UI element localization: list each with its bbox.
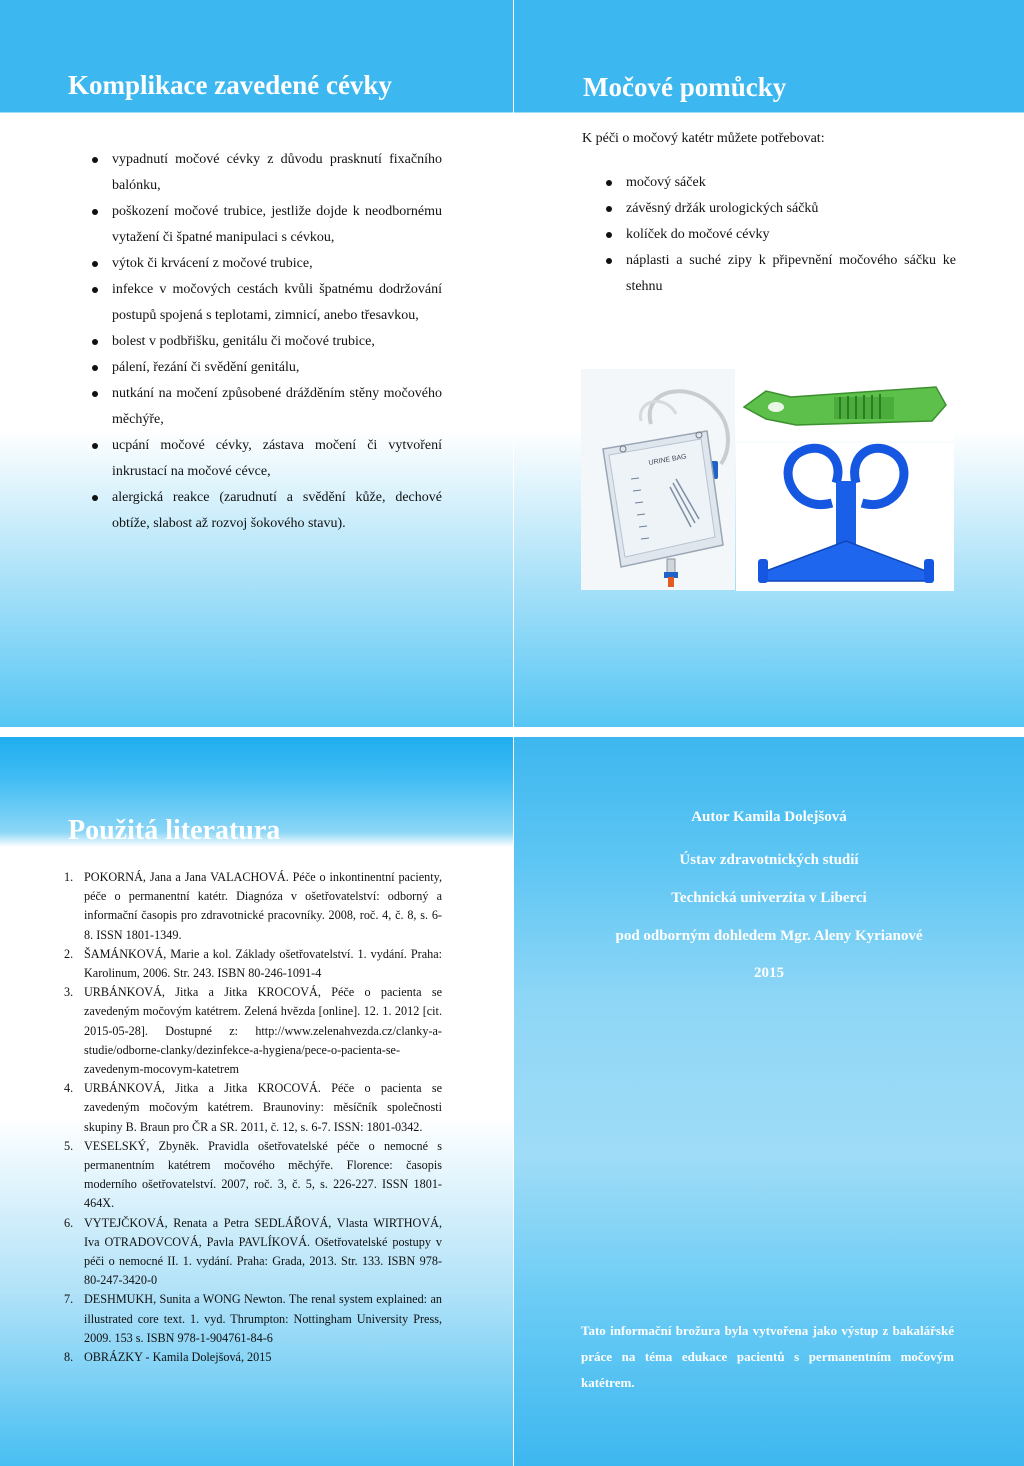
brochure-note: Tato informační brožura byla vytvořena jako výstup z bakalářské práce na téma edukace pacientů s permanentním močovým katétrem. bbox=[581, 1323, 954, 1390]
list-item: bolest v podbřišku, genitálu či močové trubice, bbox=[90, 329, 442, 355]
page-title: Použitá literatura bbox=[68, 815, 281, 846]
year-line: 2015 bbox=[754, 965, 784, 981]
supervisor-line: pod odborným dohledem Mgr. Aleny Kyrianové bbox=[615, 928, 923, 944]
intro-text: K péči o močový katétr můžete potřebovat: bbox=[582, 131, 825, 146]
list-item: kolíček do močové cévky bbox=[604, 222, 956, 248]
list-item: ucpání močové cévky, zástava močení či vytvoření inkrustací na močové cévce, bbox=[90, 433, 442, 485]
list-item: 6. VYTEJČKOVÁ, Renata a Petra SEDLÁŘOVÁ, Vlasta WIRTHOVÁ, Iva OTRADOVCOVÁ, Pavla PAVLÍKOVÁ. Ošetřovatelské postupy v péči o nemocné II. 1. vydání. Praha: Grada, 2013. Str. 133. ISBN 978-80-247-3420-0 bbox=[64, 1215, 442, 1288]
list-item: močový sáček bbox=[604, 170, 956, 196]
urine-bag-image bbox=[581, 369, 735, 590]
aids-list bbox=[604, 170, 956, 300]
list-item: 1. POKORNÁ, Jana a Jana VALACHOVÁ. Péče o inkontinentní pacienty, péče o permanentní katétr. Diagnóza v ošetřovatelství: odborný a informační časopis pro zdravotnické pracovníky. 2008, roč. 4, č. 8, s. 6-8. ISSN 1801-1349. bbox=[64, 870, 442, 942]
list-item: výtok či krvácení z močové trubice, bbox=[90, 251, 442, 277]
catheter-plug-image bbox=[736, 369, 954, 441]
urine-bag-illustration bbox=[581, 369, 735, 590]
list-item: 5. VESELSKÝ, Zbyněk. Pravidla ošetřovatelské péče o nemocné s permanentním katétrem močového měchýře. Florence: časopis moderního ošetřovatelství. 2007, roč. 3, č. 5, s. 226-227. ISSN 1801-464X. bbox=[64, 1138, 442, 1211]
list-item: nutkání na močení způsobené drážděním stěny močového měchýře, bbox=[90, 381, 442, 433]
list-item: poškození močové trubice, jestliže dojde k neodbornému vytažení či špatné manipulaci s cévkou, bbox=[90, 199, 442, 251]
bag-hanger-illustration bbox=[736, 443, 954, 591]
references-list bbox=[64, 868, 442, 1367]
page-complications bbox=[0, 0, 513, 727]
list-item: 2. ŠAMÁNKOVÁ, Marie a kol. Základy ošetřovatelství. 1. vydání. Praha: Karolinum, 2006. Str. 243. ISBN 80-246-1091-4 bbox=[64, 946, 442, 981]
list-item: náplasti a suché zipy k připevnění močového sáčku ke stehnu bbox=[604, 248, 956, 300]
list-item: infekce v močových cestách kvůli špatnému dodržování postupů spojená s teplotami, zimnicí, anebo třesavkou, bbox=[90, 277, 442, 329]
university-line: Technická univerzita v Liberci bbox=[671, 890, 867, 906]
catheter-plug-illustration bbox=[736, 369, 954, 441]
complications-list bbox=[90, 147, 442, 537]
list-item: 4. URBÁNKOVÁ, Jitka a Jitka KROCOVÁ. Péče o pacienta se zavedeným močovým katétrem. Braunoviny: měsíčník společnosti skupiny B. Braun pro ČR a SR. 2011, č. 12, s. 6-7. ISSN: 1801-0342. bbox=[64, 1081, 442, 1134]
page-credits bbox=[514, 737, 1024, 1466]
author-line: Autor Kamila Dolejšová bbox=[691, 809, 847, 825]
page-urinary-aids bbox=[514, 0, 1024, 727]
page-title: Močové pomůcky bbox=[583, 72, 787, 102]
list-item: vypadnutí močové cévky z důvodu prasknutí fixačního balónku, bbox=[90, 147, 442, 199]
list-item: 8. OBRÁZKY - Kamila Dolejšová, 2015 bbox=[64, 1350, 272, 1365]
list-item: 7. DESHMUKH, Sunita a WONG Newton. The renal system explained: an illustrated core text. 1. vyd. Thrumpton: Nottingham University Press, 2009. 153 s. ISBN 978-1-904761-84-6 bbox=[64, 1292, 442, 1345]
list-item: alergická reakce (zarudnutí a svědění kůže, dechové obtíže, slabost až rozvoj šokového stavu). bbox=[90, 485, 442, 537]
bag-label: URINE BAG bbox=[648, 453, 688, 467]
list-item: závěsný držák urologických sáčků bbox=[604, 196, 956, 222]
page-literature bbox=[0, 737, 513, 1466]
institute-line: Ústav zdravotnických studií bbox=[679, 852, 859, 868]
page-title: Komplikace zavedené cévky bbox=[68, 70, 392, 100]
list-item: 3. URBÁNKOVÁ, Jitka a Jitka KROCOVÁ, Péče o pacienta se zavedeným močovým katétrem. Zelená hvězda [online]. 12. 1. 2012 [cit. 2015-05-28]. Dostupné z: http://www.zelenahvezda.cz/clanky-a-studie/odborne-clanky/dezinfekce-a-hygiena/pece-o-pacienta-se-zavedenym-mocovym-katetrem bbox=[64, 985, 442, 1077]
bag-hanger-image bbox=[736, 443, 954, 591]
list-item: pálení, řezání či svědění genitálu, bbox=[90, 355, 442, 381]
